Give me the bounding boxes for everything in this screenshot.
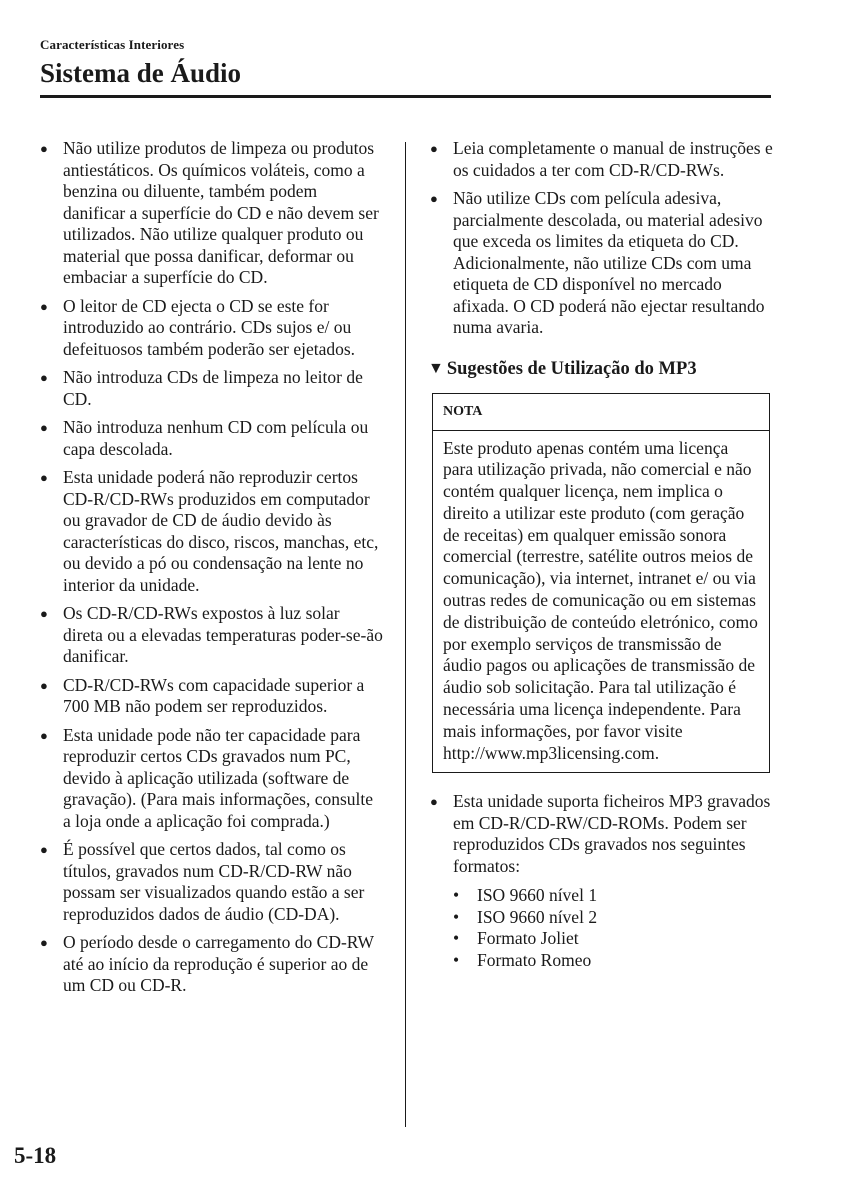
column-divider xyxy=(405,142,406,1127)
list-item: ● É possível que certos dados, tal como os títulos, gravados num CD-R/CD-RW não possam ser visualizados quando estão a ser reproduzidos dados de áudio (CD-DA). xyxy=(40,839,365,924)
format-item: • ISO 9660 nível 1 xyxy=(453,885,598,906)
page-title: Sistema de Áudio xyxy=(40,58,242,88)
bullet-icon: ● xyxy=(430,141,438,156)
sub-bullet-icon: • xyxy=(453,928,460,949)
bullet-icon: ● xyxy=(430,794,438,810)
format-item: • Formato Joliet xyxy=(453,928,579,949)
list-item: ● Não utilize CDs com película adesiva, parcialmente descolada, ou material adesivo que exceda os limites da etiqueta do CD. Adicionalmente, não utilize CDs com uma etiqueta de CD disponível no mercado afixada. O CD poderá não ejectar resultando numa avaria. xyxy=(430,188,765,337)
title-rule xyxy=(40,95,771,98)
list-item: ● Esta unidade suporta ficheiros MP3 gravados em CD-R/CD-RW/CD-ROMs. Podem ser reproduzidos CDs gravados nos seguintes formatos: • ISO 9660 nível 1 • ISO 9660 nível 2 • Formato Joliet • Formato Romeo xyxy=(428,791,773,971)
bullet-icon: ● xyxy=(40,470,48,485)
sub-bullet-icon: • xyxy=(453,885,460,906)
left-bullet-list xyxy=(38,138,383,997)
bullet-icon: ● xyxy=(40,370,48,385)
bullet-icon: ● xyxy=(40,677,48,693)
list-item: ● Leia completamente o manual de instruções e os cuidados a ter com CD-R/CD-RWs. xyxy=(430,138,773,180)
list-item: ● CD-R/CD-RWs com capacidade superior a 700 MB não podem ser reproduzidos. xyxy=(40,674,365,716)
list-item: ● O período desde o carregamento do CD-RW até ao início da reprodução é superior ao de um CD ou CD-R. xyxy=(40,932,374,995)
note-text: Este produto apenas contém uma licença para utilização privada, não comercial e não contém qualquer licença, nem implica o direito a utilizar este produto (com geração de receitas) em qualquer emissão sonora comercial (terrestre, satélite outros meios de comunicação), via internet, intranet e/ ou via outras redes de comunicação ou em sistemas de distribuição de conteúdo eletrónico, como por exemplo serviços de transmissão de áudio pagos ou aplicações de transmissão de áudio sob solicitação. Para tal utilização é necessária uma licença independente. Para mais informações, por favor visite http://www.mp3licensing.com. xyxy=(443,437,758,763)
bullet-icon: ● xyxy=(40,420,48,435)
list-item: ● Esta unidade poderá não reproduzir certos CD-R/CD-RWs produzidos em computador ou gravador de CD de áudio devido às características do disco, riscos, manchas, etc, ou devido a pó ou condensação na lente no interior da unidade. xyxy=(40,467,379,595)
list-item: ● Não utilize produtos de limpeza ou produtos antiestáticos. Os químicos voláteis, como a benzina ou diluente, também podem danificar a superfície do CD e não devem ser utilizados. Não utilize qualquer produto ou material que possa danificar, deformar ou embaciar a superfície do CD. xyxy=(40,138,379,287)
format-item: • ISO 9660 nível 2 xyxy=(453,906,598,927)
note-label: NOTA xyxy=(433,394,769,431)
bullet-icon: ● xyxy=(430,191,438,206)
left-column xyxy=(38,138,383,1004)
list-item: ● Não introduza CDs de limpeza no leitor de CD. xyxy=(40,367,363,409)
list-item: ● O leitor de CD ejecta o CD se este for introduzido ao contrário. CDs sujos e/ ou defeituosos também poderão ser ejetados. xyxy=(40,295,356,359)
mp3-subheading: ▼ Sugestões de Utilização do MP3 xyxy=(428,358,697,379)
right-bullet-list xyxy=(428,138,773,339)
list-item: ● Não introduza nenhum CD com película ou capa descolada. xyxy=(40,417,369,459)
mp3-bullet-list xyxy=(428,791,773,971)
triangle-down-icon: ▼ xyxy=(428,359,444,377)
format-item: • Formato Romeo xyxy=(453,949,592,970)
list-item: ● Esta unidade pode não ter capacidade para reproduzir certos CDs gravados num PC, devido à aplicação utilizada (software de gravação). (Para mais informações, consulte a loja onde a aplicação foi comprada.) xyxy=(40,724,374,831)
right-column xyxy=(428,138,773,978)
bullet-icon: ● xyxy=(40,141,48,156)
bullet-icon: ● xyxy=(40,842,48,857)
sub-bullet-icon: • xyxy=(453,906,460,927)
section-label: Características Interiores xyxy=(40,37,185,52)
page-number: 5-18 xyxy=(14,1143,57,1168)
bullet-icon: ● xyxy=(40,935,48,950)
bullet-icon: ● xyxy=(40,606,48,621)
bullet-icon: ● xyxy=(40,727,48,743)
note-box xyxy=(432,393,770,774)
format-list xyxy=(453,885,773,971)
sub-bullet-icon: • xyxy=(453,949,460,970)
list-item: ● Os CD-R/CD-RWs expostos à luz solar direta ou a elevadas temperaturas poder-se-ão danificar. xyxy=(40,603,383,666)
bullet-icon: ● xyxy=(40,298,48,314)
